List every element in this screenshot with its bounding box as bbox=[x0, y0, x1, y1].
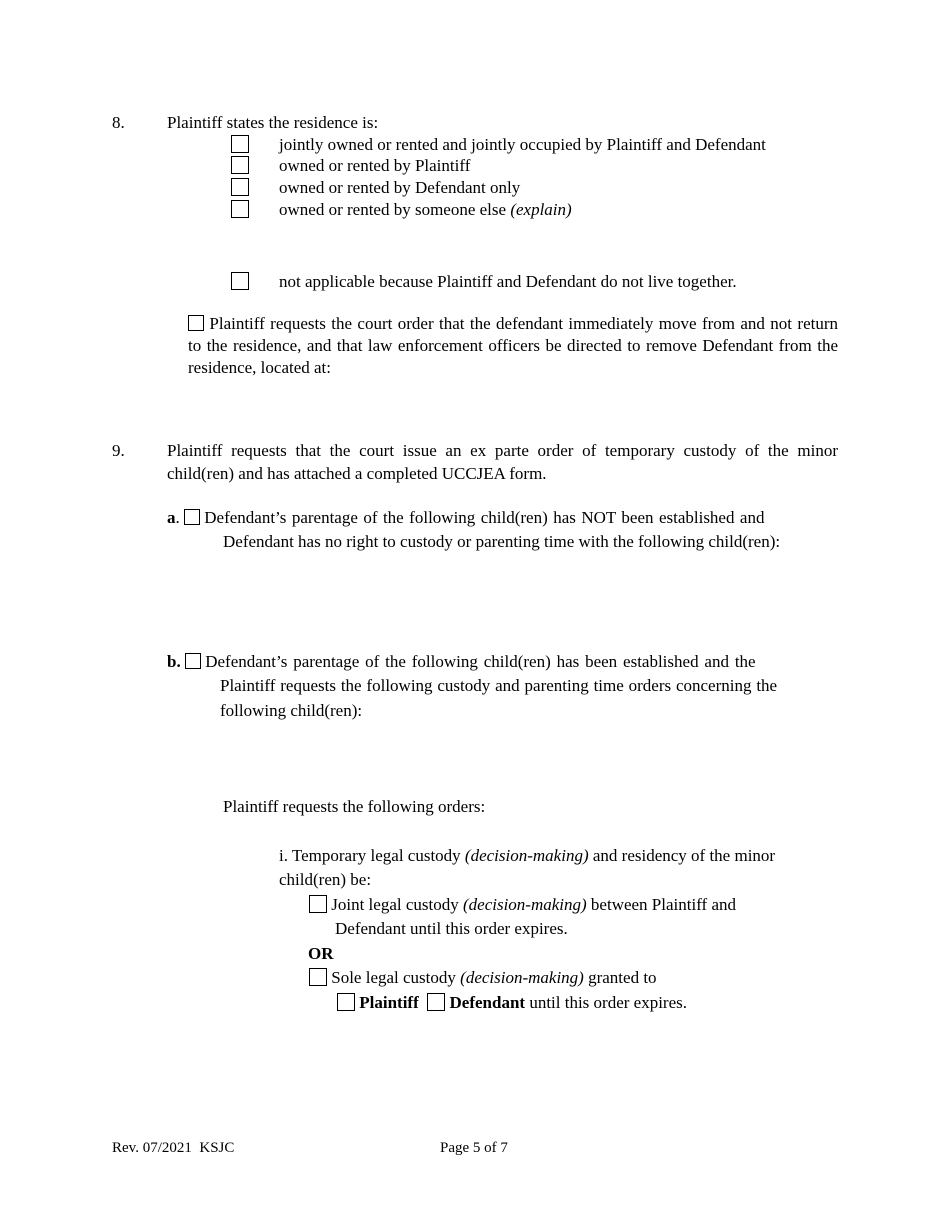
removal-request-checkbox[interactable] bbox=[188, 315, 204, 331]
residence-option-defendant bbox=[231, 177, 249, 199]
residence-option-plaintiff bbox=[231, 155, 249, 177]
residence-option-someone-else bbox=[231, 199, 249, 221]
item-b-text-line2: Plaintiff requests the following custody and parenting time orders concerning the bbox=[220, 676, 778, 695]
item-b-label: b. bbox=[167, 652, 181, 671]
sole-tail: until this order expires. bbox=[529, 993, 688, 1012]
sole-italic: (decision-making) bbox=[460, 968, 584, 987]
residence-joint-checkbox[interactable] bbox=[231, 135, 249, 153]
removal-request-paragraph bbox=[188, 313, 838, 379]
joint-prefix: Joint legal custody bbox=[331, 895, 459, 914]
joint-custody-checkbox[interactable] bbox=[309, 895, 327, 913]
someone-else-text: owned or rented by someone else bbox=[279, 200, 507, 219]
item-i-prefix: i. Temporary legal custody bbox=[279, 846, 461, 865]
item-i-suffix: and residency of the minor bbox=[592, 846, 776, 865]
residence-defendant-checkbox[interactable] bbox=[231, 178, 249, 196]
item-a-punct: . bbox=[175, 508, 180, 527]
item-a-label: a bbox=[167, 508, 176, 527]
orders-intro: Plaintiff requests the following orders: bbox=[223, 797, 486, 816]
joint-custody-line1 bbox=[309, 894, 736, 916]
item-i-line1 bbox=[279, 845, 775, 867]
explain-note: (explain) bbox=[510, 200, 572, 219]
footer-revision: Rev. 07/2021 KSJC bbox=[112, 1140, 235, 1156]
residence-plaintiff-checkbox[interactable] bbox=[231, 156, 249, 174]
residence-option-someone-else-label bbox=[279, 199, 572, 221]
joint-custody-line2: Defendant until this order expires. bbox=[335, 919, 568, 938]
item-a-text-line2: Defendant has no right to custody or parenting time with the following child(ren): bbox=[223, 532, 781, 551]
sole-plaintiff-checkbox[interactable] bbox=[337, 993, 355, 1011]
residence-option-plaintiff-label: owned or rented by Plaintiff bbox=[279, 156, 471, 175]
residence-option-defendant-label: owned or rented by Defendant only bbox=[279, 178, 521, 197]
joint-suffix: between Plaintiff and bbox=[590, 895, 737, 914]
residence-option-joint-label: jointly owned or rented and jointly occupied by Plaintiff and Defendant bbox=[279, 135, 766, 154]
joint-italic: (decision-making) bbox=[462, 895, 587, 914]
item-b-text-line1: Defendant’s parentage of the following child(ren) has been established and the bbox=[205, 652, 756, 671]
section-8-intro: Plaintiff states the residence is: bbox=[167, 113, 379, 132]
item-a-checkbox[interactable] bbox=[184, 509, 200, 525]
not-applicable-checkbox[interactable] bbox=[231, 272, 249, 290]
sole-plaintiff-label: Plaintiff bbox=[359, 993, 419, 1012]
sole-custody-line1 bbox=[309, 967, 657, 989]
sole-defendant-label: Defendant bbox=[449, 993, 526, 1012]
residence-option-joint bbox=[231, 134, 249, 156]
item-b-line1 bbox=[167, 651, 756, 673]
item-a-text-line1: Defendant’s parentage of the following child(ren) has NOT been established and bbox=[204, 508, 765, 527]
or-separator: OR bbox=[308, 944, 334, 963]
removal-request-text: Plaintiff requests the court order that the defendant immediately move from and not return to the residence, and that law enforcement officers be directed to remove Defendant from the residence, located at: bbox=[188, 314, 839, 377]
item-b-checkbox[interactable] bbox=[185, 653, 201, 669]
not-applicable-option bbox=[231, 271, 249, 293]
section-9-intro: Plaintiff requests that the court issue an ex parte order of temporary custody of the minor child(ren) and has attached a completed UCCJEA form. bbox=[167, 441, 838, 483]
sole-prefix: Sole legal custody bbox=[331, 968, 456, 987]
section-8-number: 8. bbox=[112, 113, 125, 132]
item-a-line1 bbox=[167, 507, 764, 529]
sole-suffix: granted to bbox=[588, 968, 657, 987]
item-b-text-line3: following child(ren): bbox=[220, 701, 363, 720]
residence-someone-else-checkbox[interactable] bbox=[231, 200, 249, 218]
sole-defendant-checkbox[interactable] bbox=[427, 993, 445, 1011]
sole-custody-checkbox[interactable] bbox=[309, 968, 327, 986]
section-9-number: 9. bbox=[112, 441, 125, 460]
not-applicable-label: not applicable because Plaintiff and Defendant do not live together. bbox=[279, 272, 737, 291]
item-i-italic: (decision-making) bbox=[464, 846, 589, 865]
footer-page-number: Page 5 of 7 bbox=[440, 1140, 508, 1156]
item-i-line2: child(ren) be: bbox=[279, 870, 372, 889]
sole-custody-line2 bbox=[337, 992, 687, 1014]
